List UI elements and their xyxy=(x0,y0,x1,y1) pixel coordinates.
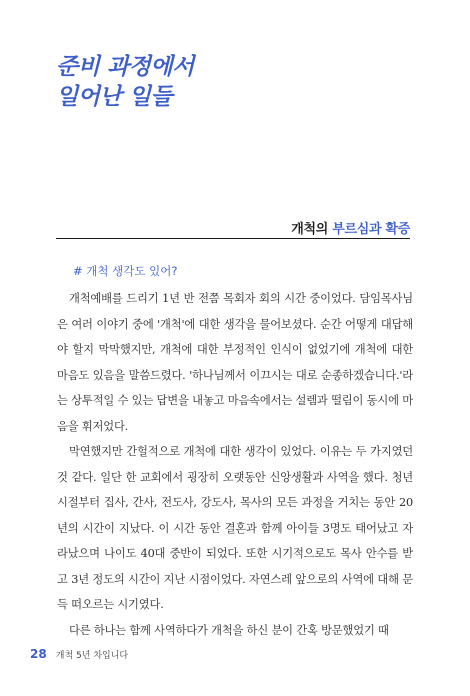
paragraph: 다른 하나는 함께 사역하다가 개척을 하신 분이 간혹 방문했었기 때 xyxy=(69,623,389,637)
section-heading-part-2: 부르심과 확증 xyxy=(332,222,410,237)
chapter-title xyxy=(56,52,194,112)
subsection-heading: # 개척 생각도 있어? xyxy=(73,264,178,278)
body-text xyxy=(57,286,413,643)
page-footer xyxy=(30,643,128,662)
paragraph: 막연했지만 간헐적으로 개척에 대한 생각이 있었다. 이유는 두 가지였던 것 같다. 일단 한 교회에서 굉장히 오랫동안 신앙생활과 사역을 했다. 청년시절부터 집사, 간사, 전도사, 강도사, 목사의 모든 과정을 거치는 동안 20년의 시간이 지났다. 이 시간 동안 결혼과 함께 아이들 3명도 태어났고 자라났으며 나이도 40대 중반이 되었다. 또한 시기적으로도 목사 안수를 받고 3년 정도의 시간이 지난 시점이었다. 자연스레 앞으로의 사역에 대해 문득 떠오르는 시기였다. xyxy=(57,445,413,611)
paragraph: 개척예배를 드리기 1년 반 전쯤 목회자 회의 시간 중이었다. 담임목사님은 여러 이야기 중에 '개척'에 대한 생각을 물어보셨다. 순간 어떻게 대답해야 할지 막막했지만, 개척에 대한 부정적인 인식이 없었기에 개척에 대한 마음도 있음을 말씀드렸다. '하나님께서 이끄시는 대로 순종하겠습니다.'라는 상투적일 수 있는 답변을 내놓고 마음속에서는 설렘과 떨림이 동시에 마음을 휘저었다. xyxy=(57,292,413,433)
book-title: 개척 5년 차입니다 xyxy=(55,651,129,661)
page-number: 28 xyxy=(30,647,47,661)
section-divider xyxy=(56,238,410,239)
chapter-title-line-2: 일어난 일들 xyxy=(56,84,173,110)
section-heading-part-1: 개척의 xyxy=(291,222,328,237)
section-heading xyxy=(291,218,410,237)
chapter-title-line-1: 준비 과정에서 xyxy=(56,54,194,80)
